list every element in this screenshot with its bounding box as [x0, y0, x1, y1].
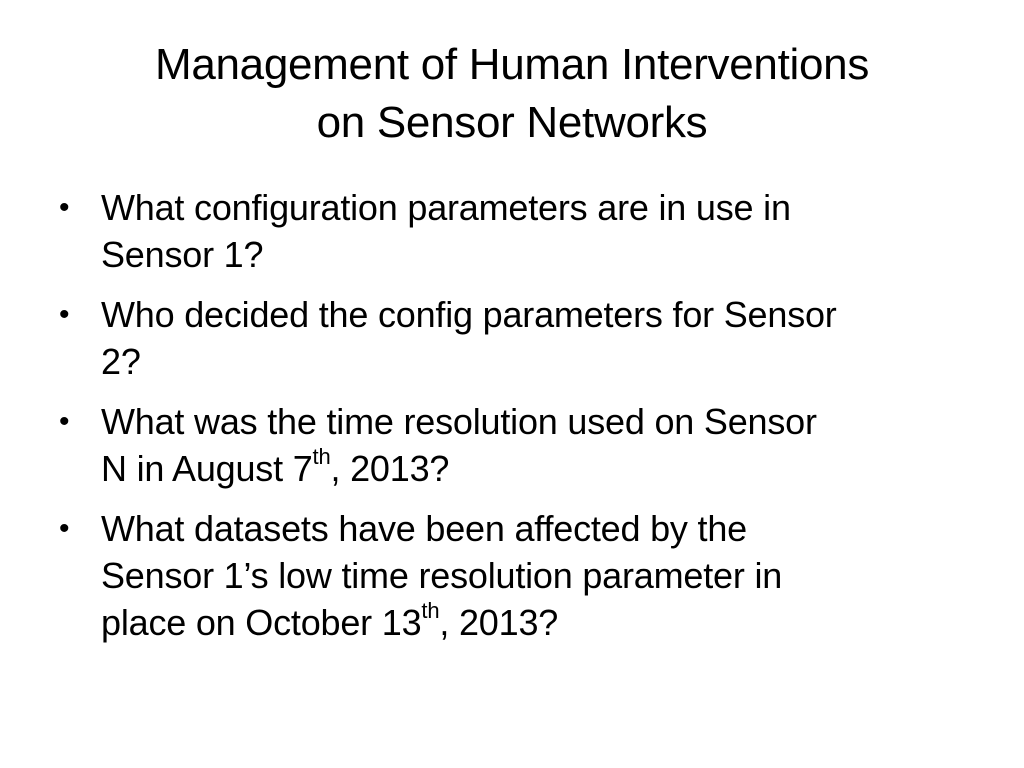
bullet-list [56, 184, 976, 659]
bullet-4-line-2: Sensor 1’s low time resolution parameter in [101, 555, 783, 596]
slide-title-line-2: on Sensor Networks [316, 98, 708, 147]
bullet-3-ordinal-suffix: th [312, 444, 331, 469]
bullet-item-4 [56, 505, 976, 646]
bullet-icon: • [59, 512, 70, 545]
bullet-2-line-2: 2? [101, 341, 141, 382]
bullet-1-line-2: Sensor 1? [101, 234, 264, 275]
bullet-1-line-1: What configuration parameters are in use in [101, 187, 791, 228]
slide-title-line-1: Management of Human Interventions [154, 40, 870, 89]
bullet-icon: • [59, 405, 70, 438]
bullet-4-ordinal-suffix: th [421, 598, 440, 623]
bullet-3-line-2-text: N in August 7 [101, 448, 313, 489]
bullet-item-2 [56, 291, 976, 385]
bullet-4-line-3-text: place on October 13 [101, 602, 422, 643]
slide-title [40, 36, 984, 152]
bullet-item-3 [56, 398, 976, 492]
bullet-4-line-1: What datasets have been affected by the [101, 508, 747, 549]
bullet-3-line-1: What was the time resolution used on Sensor [101, 401, 817, 442]
bullet-icon: • [59, 298, 70, 331]
bullet-2-line-1: Who decided the config parameters for Sensor [101, 294, 837, 335]
bullet-3-line-2-year: , 2013? [330, 448, 450, 489]
bullet-4-line-3 [101, 599, 976, 646]
bullet-icon: • [59, 191, 70, 224]
bullet-item-1 [56, 184, 976, 278]
bullet-3-line-2 [101, 445, 976, 492]
bullet-4-line-3-year: , 2013? [439, 602, 559, 643]
